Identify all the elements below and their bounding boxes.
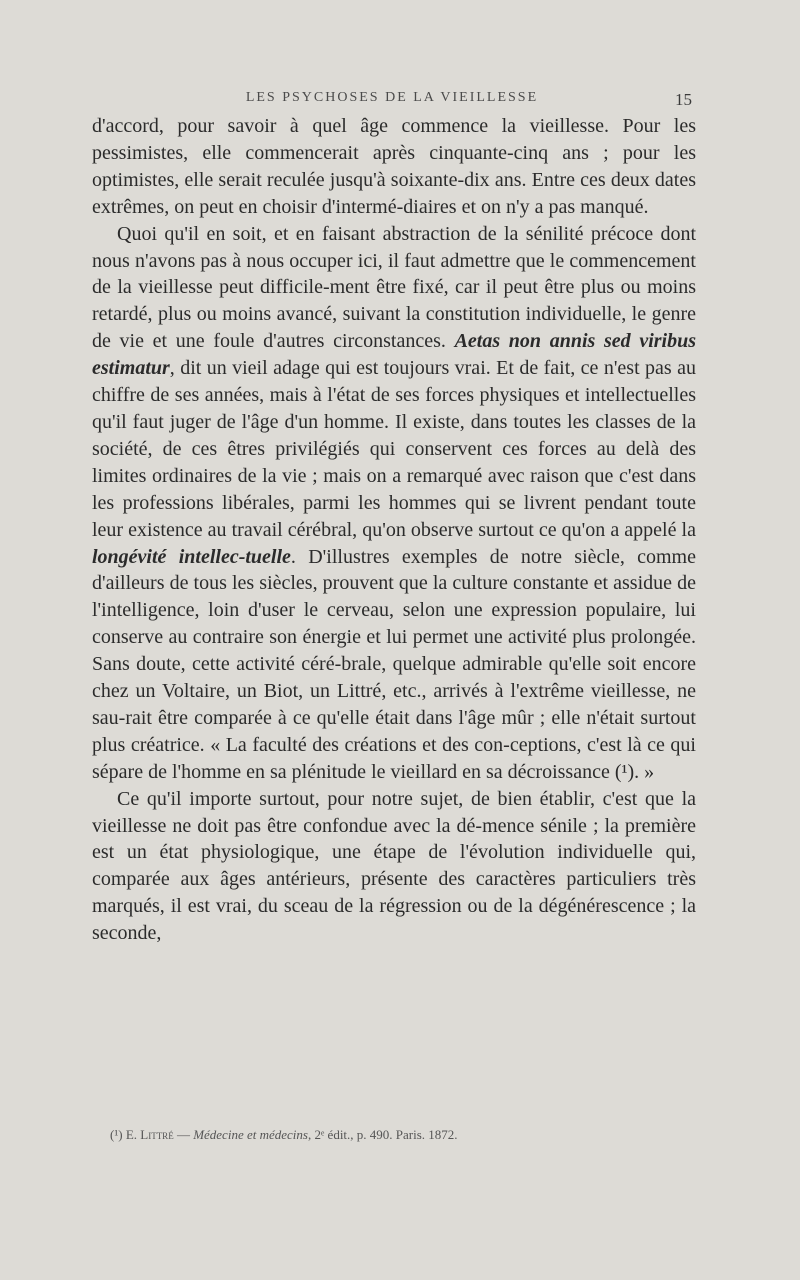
footnote-marker: (¹) (110, 1127, 123, 1142)
page-number: 15 (675, 90, 692, 109)
text-run: , dit un vieil adage qui est toujours vrai. Et de fait, ce n'est pas au chiffre de ses années, mais à l'état de ses forces physiques et intellectuelles qu'il faut juger de l'âge d'un homme. Il existe, dans toutes les classes de la société, de ces êtres privilégiés qui conservent ces forces au delà des limites ordinaires de la vie ; mais on a remarqué avec raison que c'est dans les professions libérales, parmi les hommes qui se livrent pendant toute leur existence au travail cérébral, qu'on observe surtout ce qu'on a appelé la (92, 357, 696, 541)
footnote-work: Médecine et médecins (193, 1127, 308, 1142)
body-text (92, 113, 696, 947)
text-run: Quoi qu'il en soit, et en faisant abstraction de la sénilité précoce dont nous n'avons pas à nous occuper ici, il faut admettre que le commencement de la vieillesse peut difficile-ment être fixé, car il peut être plus ou moins retardé, plus ou moins avancé, suivant la constitution individuelle, le genre de vie et une foule d'autres circonstances. (92, 222, 696, 353)
text-run: . D'illustres exemples de notre siècle, comme d'ailleurs de tous les siècles, prouvent que la culture constante et assidue de l'intelligence, loin d'user le cerveau, selon une expression populaire, lui conserve au contraire son énergie et lui permet une activité plus prolongée. Sans doute, cette activité céré-brale, quelque admirable qu'elle soit encore chez un Voltaire, un Biot, un Littré, etc., arrivés à l'extrême vieillesse, ne sau-rait être comparée à ce qu'elle était dans l'âge mûr ; elle n'était surtout plus créatrice. « La faculté des créations et des con-ceptions, c'est là ce qui sépare de l'homme en sa plénitude le vieillard en sa décroissance (¹). » (92, 545, 696, 783)
italic-phrase: longévité intellec-tuelle (92, 545, 291, 568)
paragraph (92, 221, 696, 786)
text-run: d'accord, pour savoir à quel âge commence la vieillesse. Pour les pessimistes, elle commencerait après cinquante-cinq ans ; pour les optimistes, elle serait reculée jusqu'à soixante-dix ans. Entre ces deux dates extrêmes, on peut en choisir d'intermé-diaires et on n'y a pas manqué. (92, 115, 696, 218)
footnote (110, 1127, 690, 1143)
footnote-dash: — (173, 1127, 194, 1142)
text-run: Ce qu'il importe surtout, pour notre sujet, de bien établir, c'est que la vieillesse ne doit pas être confondue avec la dé-mence sénile ; la première est un état physiologique, une étape de l'évolution individuelle qui, comparée aux âges antérieurs, présente des caractères particuliers très marqués, il est vrai, du sceau de la régression ou de la dégénérescence ; la seconde, (92, 787, 696, 945)
italic-phrase: Aetas non annis sed viribus estimatur (92, 330, 697, 380)
paragraph (92, 786, 696, 947)
paragraph (92, 113, 696, 221)
running-title: LES PSYCHOSES DE LA VIEILLESSE (245, 90, 539, 105)
page-header (92, 90, 692, 112)
footnote-author: E. Littré (125, 1127, 174, 1142)
footnote-details: , 2ᵉ édit., p. 490. Paris. 1872. (307, 1127, 458, 1142)
